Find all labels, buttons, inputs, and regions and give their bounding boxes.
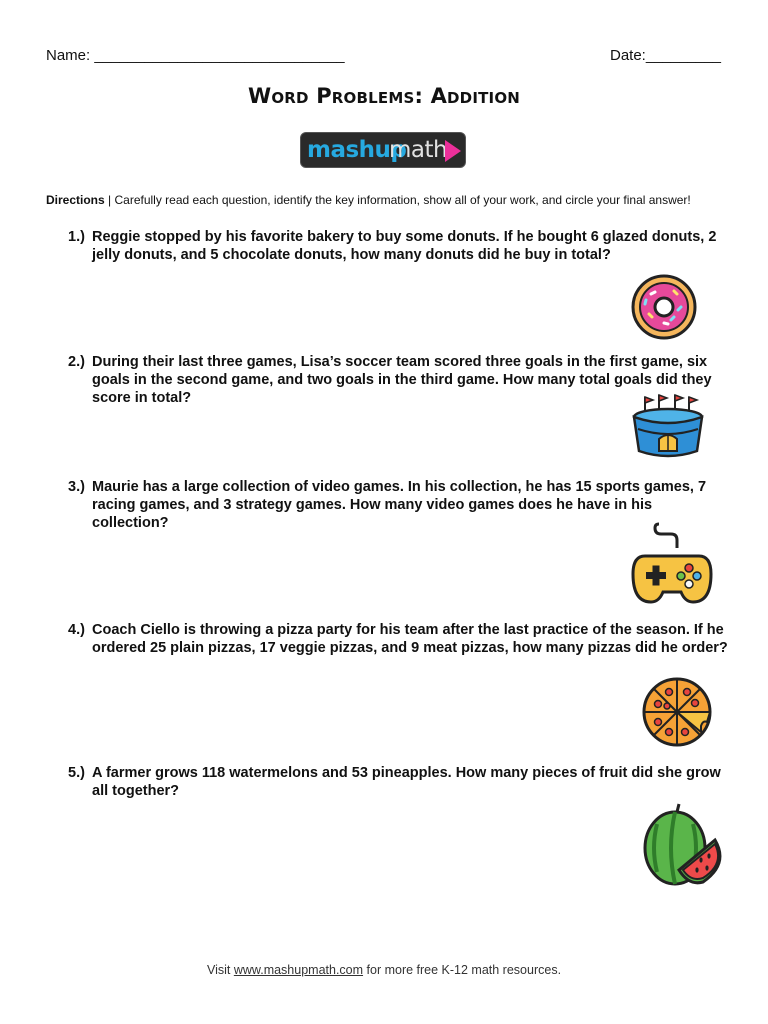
question-text: A farmer grows 118 watermelons and 53 pineapples. How many pieces of fruit did she grow all together?: [92, 765, 721, 799]
question-number: 5.): [68, 765, 85, 781]
name-label: [46, 47, 345, 64]
footer-suffix: for more free K-12 math resources.: [363, 963, 562, 977]
donut-icon: [631, 274, 697, 340]
footer-link[interactable]: www.mashupmath.com: [233, 963, 364, 977]
question-text: Coach Ciello is throwing a pizza party for his team after the last practice of the season. If he ordered 25 plain pizzas, 17 veggie pizzas, and 9 meat pizzas, how many pizzas did he order?: [92, 622, 728, 656]
footer: [0, 963, 768, 977]
question-number: 4.): [68, 622, 85, 638]
question-1: [68, 228, 728, 264]
watermelon-icon: [641, 802, 725, 886]
question-4: [68, 621, 728, 657]
name-label-text: Name:: [46, 47, 91, 64]
directions-separator: |: [104, 193, 115, 207]
date-field[interactable]: _________: [645, 47, 721, 64]
directions: [46, 193, 746, 207]
question-3: [68, 478, 728, 532]
question-2: [68, 353, 728, 407]
name-field[interactable]: ______________________________: [94, 47, 345, 64]
question-text: During their last three games, Lisa’s soccer team scored three goals in the first game, six goals in the second game, and two goals in the third game. How many total goals did they score in total?: [92, 354, 712, 406]
directions-label: Directions: [46, 193, 105, 207]
logo-text-mashup: mashup: [307, 137, 407, 163]
play-icon: [445, 140, 461, 162]
stadium-icon: [631, 393, 705, 461]
question-number: 1.): [68, 229, 85, 245]
directions-text: Carefully read each question, identify the key information, show all of your work, and circle your final answer!: [114, 193, 691, 207]
question-text: Reggie stopped by his favorite bakery to buy some donuts. If he bought 6 glazed donuts, 2 jelly donuts, and 5 chocolate donuts, how many donuts did he buy in total?: [92, 229, 717, 263]
question-number: 3.): [68, 479, 85, 495]
page-title: Word Problems: Addition: [247, 84, 521, 108]
date-label-text: Date:: [610, 47, 646, 64]
question-5: [68, 764, 728, 800]
game-controller-icon: [631, 522, 713, 606]
pizza-icon: [641, 676, 713, 748]
logo-text-math: math: [389, 137, 448, 163]
date-label: [610, 47, 721, 64]
footer-prefix: Visit: [206, 963, 234, 977]
question-number: 2.): [68, 354, 85, 370]
question-text: Maurie has a large collection of video games. In his collection, he has 15 sports games, 7 racing games, and 3 strategy games. How many video games does he have in his collection?: [92, 479, 707, 531]
mashupmath-logo: [300, 132, 466, 168]
